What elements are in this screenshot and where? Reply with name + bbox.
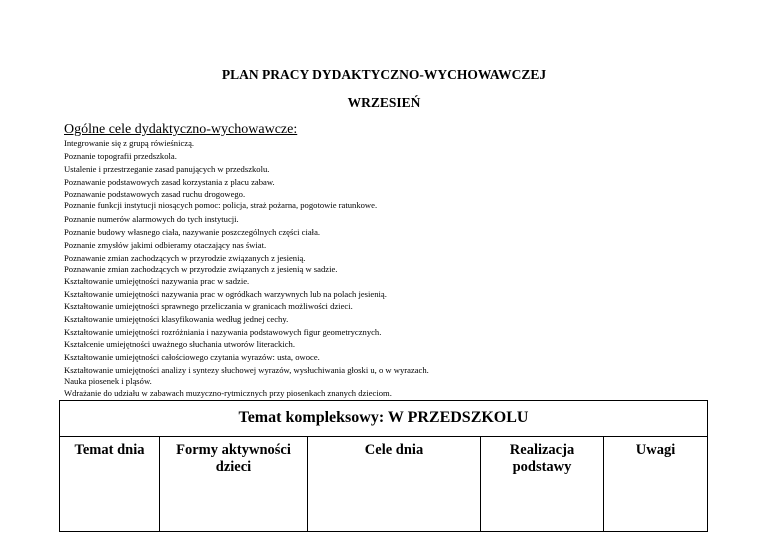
goal-item: Kształtowanie umiejętności klasyfikowania według jednej cechy.	[64, 313, 289, 324]
goal-item: Poznawanie zmian zachodzących w przyrodzie związanych z jesienią w sadzie.	[64, 264, 338, 275]
goal-item: Kształtowanie umiejętności sprawnego przeliczania w granicach możliwości dzieci.	[64, 300, 353, 311]
goal-item: Integrowanie się z grupą rówieśniczą.	[64, 138, 195, 148]
month-heading: WRZESIEŃ	[347, 95, 421, 110]
column-header-notes: Uwagi	[635, 442, 676, 458]
plan-title: PLAN PRACY DYDAKTYCZNO-WYCHOWAWCZEJ	[221, 67, 547, 82]
goal-item: Kształtowanie umiejętności całościowego czytania wyrazów: usta, owoce.	[64, 351, 320, 362]
goal-item: Ustalenie i przestrzeganie zasad panujących w przedszkolu.	[64, 164, 270, 175]
theme-header: Temat kompleksowy: W PRZEDSZKOLU	[60, 401, 707, 437]
goal-item: Wdrażanie do udziału w zabawach muzyczno-rytmicznych przy piosenkach znanych dzieciom.	[64, 387, 392, 398]
goal-item: Poznanie numerów alarmowych do tych instytucji.	[64, 213, 239, 224]
theme-table	[59, 400, 708, 532]
goal-item: Poznawanie zmian zachodzących w przyrodzie związanych z jesienią.	[64, 252, 306, 263]
goal-item: Poznawanie podstawowych zasad ruchu drogowego.	[64, 188, 246, 199]
column-header-activity-forms: Formy aktywności dzieci	[160, 437, 308, 531]
goal-item: Nauka piosenek i pląsów.	[64, 376, 152, 387]
goal-item: Poznawanie podstawowych zasad korzystania z placu zabaw.	[64, 177, 275, 188]
goal-item: Kształtowanie umiejętności nazywania prac w ogródkach warzywnych lub na polach jesienią.	[64, 289, 387, 300]
goal-item: Kształcenie umiejętności uważnego słuchania utworów literackich.	[64, 338, 295, 349]
goal-item: Poznanie funkcji instytucji niosących pomoc: policja, straż pożarna, pogotowie ratunkowe.	[64, 200, 378, 211]
goal-item: Kształtowanie umiejętności nazywania prac w sadzie.	[64, 276, 250, 287]
theme-columns	[60, 437, 707, 531]
goal-item: Poznanie zmysłów jakimi odbieramy otaczający nas świat.	[64, 239, 267, 250]
goals-heading: Ogólne cele dydaktyczno-wychowawcze:	[64, 122, 298, 137]
column-header-curriculum: Realizacja podstawy	[481, 437, 604, 531]
goal-item: Kształtowanie umiejętności analizy i syntezy słuchowej wyrazów, wysłuchiwania głoski u, o w wyrazach.	[64, 364, 429, 375]
goal-item: Kształtowanie umiejętności rozróżniania i nazywania podstawowych figur geometrycznych.	[64, 326, 382, 337]
goals-list	[64, 138, 429, 399]
goal-item: Poznanie budowy własnego ciała, nazywanie poszczególnych części ciała.	[64, 226, 321, 237]
column-header-topic: Temat dnia	[60, 437, 160, 531]
column-header-goals: Cele dnia	[308, 437, 481, 531]
goal-item: Poznanie topografii przedszkola.	[64, 151, 177, 162]
